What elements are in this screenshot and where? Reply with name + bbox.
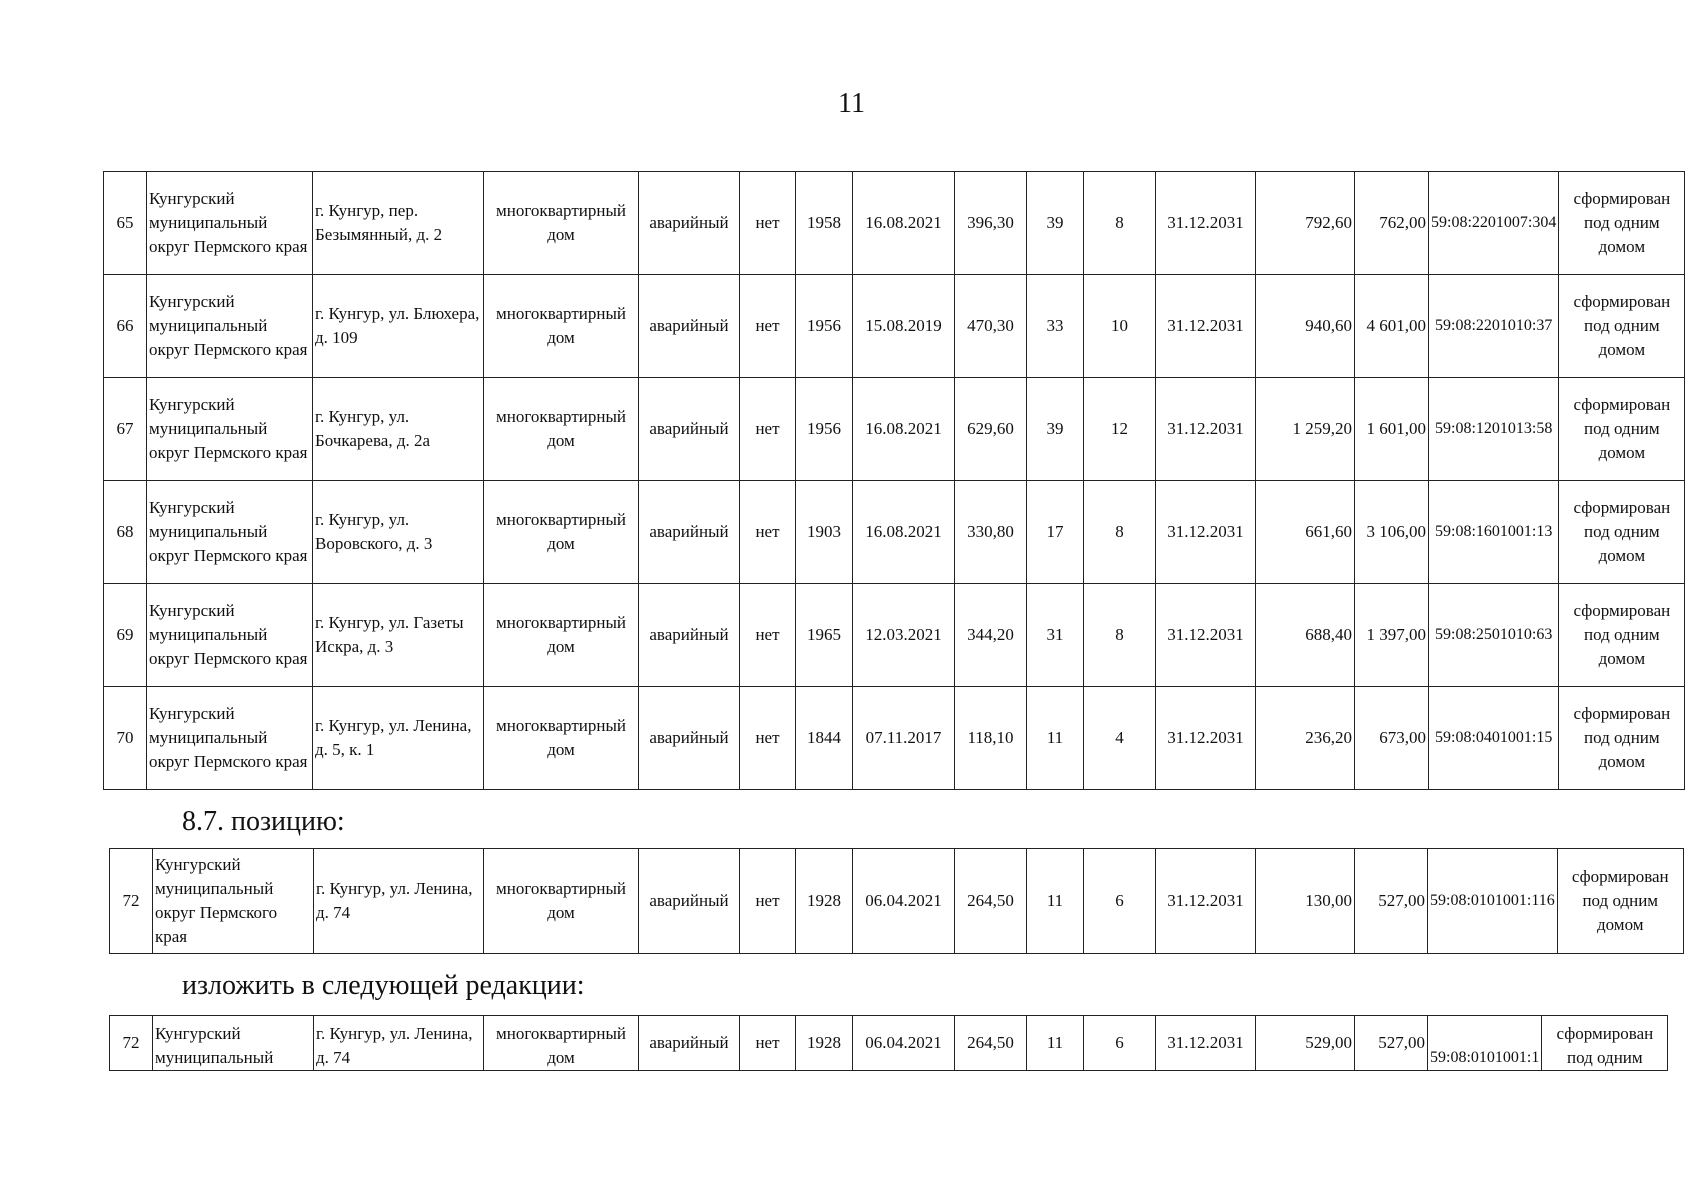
cell-land-area: 3 106,00 xyxy=(1355,481,1429,584)
cell-recognition-date: 07.11.2017 xyxy=(853,687,955,790)
cell-area-total: 236,20 xyxy=(1256,687,1355,790)
cell-land-status: сформирован под одним домом xyxy=(1559,378,1685,481)
section-heading-new: изложить в следующей редакции: xyxy=(182,970,585,1001)
cell-recognition-date: 16.08.2021 xyxy=(853,481,955,584)
cell-municipality: Кунгурский муниципальный округ Пермского края xyxy=(147,172,313,275)
cell-address: г. Кунгур, ул. Воровского, д. 3 xyxy=(313,481,484,584)
cell-area: 330,80 xyxy=(955,481,1027,584)
cell-row-number: 69 xyxy=(104,584,147,687)
cell-units-count: 8 xyxy=(1084,584,1156,687)
cell-flag: нет xyxy=(740,275,796,378)
cell-resettlement-deadline: 31.12.2031 xyxy=(1156,849,1256,954)
cell-units-count: 12 xyxy=(1084,378,1156,481)
cell-units-count: 6 xyxy=(1084,849,1156,954)
table-row xyxy=(104,378,1685,481)
cell-land-area: 1 397,00 xyxy=(1355,584,1429,687)
cell-residents-count: 11 xyxy=(1027,1016,1084,1071)
cell-area: 118,10 xyxy=(955,687,1027,790)
cell-recognition-date: 16.08.2021 xyxy=(853,172,955,275)
table-row xyxy=(110,1016,1668,1071)
cell-address: г. Кунгур, ул. Блюхера, д. 109 xyxy=(313,275,484,378)
cell-residents-count: 33 xyxy=(1027,275,1084,378)
table-row xyxy=(104,481,1685,584)
cell-units-count: 6 xyxy=(1084,1016,1156,1071)
cell-residents-count: 31 xyxy=(1027,584,1084,687)
cell-land-status: сформирован под одним домом xyxy=(1557,849,1683,954)
cell-land-status: сформирован под одним домом xyxy=(1559,275,1685,378)
cell-area-total: 1 259,20 xyxy=(1256,378,1355,481)
cell-resettlement-deadline: 31.12.2031 xyxy=(1156,378,1256,481)
cell-resettlement-deadline: 31.12.2031 xyxy=(1156,1016,1256,1071)
cell-condition: аварийный xyxy=(639,378,740,481)
cell-units-count: 8 xyxy=(1084,481,1156,584)
cell-land-status: сформирован под одним домом xyxy=(1559,584,1685,687)
cell-recognition-date: 06.04.2021 xyxy=(853,849,955,954)
cell-address: г. Кунгур, пер. Безымянный, д. 2 xyxy=(313,172,484,275)
cell-units-count: 4 xyxy=(1084,687,1156,790)
cell-cadastral-number: 59:08:0401001:15 xyxy=(1429,687,1559,790)
cell-area: 470,30 xyxy=(955,275,1027,378)
cell-recognition-date: 16.08.2021 xyxy=(853,378,955,481)
cell-area: 264,50 xyxy=(955,849,1027,954)
cell-condition: аварийный xyxy=(639,172,740,275)
table-body xyxy=(110,849,1684,954)
cell-municipality: Кунгурский муниципальный округ Пермского края xyxy=(147,378,313,481)
housing-table-new xyxy=(109,1015,1668,1071)
table-body xyxy=(104,172,1685,790)
cell-residents-count: 11 xyxy=(1027,849,1084,954)
table-row xyxy=(104,275,1685,378)
cell-building-type: многоквартирный дом xyxy=(484,687,639,790)
cell-condition: аварийный xyxy=(639,275,740,378)
cell-area: 629,60 xyxy=(955,378,1027,481)
cell-resettlement-deadline: 31.12.2031 xyxy=(1156,687,1256,790)
cell-condition: аварийный xyxy=(639,1016,740,1071)
cell-cadastral-number: 59:08:0101001:1 xyxy=(1428,1016,1542,1071)
cell-land-area: 1 601,00 xyxy=(1355,378,1429,481)
cell-municipality: Кунгурский муниципальный округ Пермского края xyxy=(147,584,313,687)
cell-flag: нет xyxy=(740,687,796,790)
cell-row-number: 72 xyxy=(110,1016,153,1071)
cell-residents-count: 39 xyxy=(1027,172,1084,275)
cell-build-year: 1928 xyxy=(796,1016,853,1071)
cell-area-total: 792,60 xyxy=(1256,172,1355,275)
cell-land-area: 527,00 xyxy=(1355,1016,1428,1071)
cell-cadastral-number: 59:08:0101001:116 xyxy=(1428,849,1558,954)
cell-area: 344,20 xyxy=(955,584,1027,687)
cell-condition: аварийный xyxy=(639,584,740,687)
cell-row-number: 72 xyxy=(110,849,153,954)
cell-condition: аварийный xyxy=(639,687,740,790)
cell-land-status: сформирован под одним домом xyxy=(1559,481,1685,584)
cell-address: г. Кунгур, ул. Газеты Искра, д. 3 xyxy=(313,584,484,687)
cell-building-type: многоквартирный дом xyxy=(484,378,639,481)
cell-build-year: 1958 xyxy=(796,172,853,275)
cell-units-count: 8 xyxy=(1084,172,1156,275)
cell-building-type: многоквартирный дом xyxy=(484,584,639,687)
cell-area-total: 529,00 xyxy=(1256,1016,1355,1071)
table-row xyxy=(110,849,1684,954)
page-number: 11 xyxy=(838,88,865,119)
cell-address: г. Кунгур, ул. Ленина, д. 74 xyxy=(314,849,484,954)
cell-resettlement-deadline: 31.12.2031 xyxy=(1156,481,1256,584)
housing-table-main xyxy=(103,171,1685,790)
cell-build-year: 1956 xyxy=(796,275,853,378)
cell-flag: нет xyxy=(740,849,796,954)
cell-resettlement-deadline: 31.12.2031 xyxy=(1156,584,1256,687)
section-heading-position: 8.7. позицию: xyxy=(182,806,345,837)
cell-residents-count: 17 xyxy=(1027,481,1084,584)
cell-recognition-date: 06.04.2021 xyxy=(853,1016,955,1071)
cell-row-number: 65 xyxy=(104,172,147,275)
cell-resettlement-deadline: 31.12.2031 xyxy=(1156,172,1256,275)
cell-flag: нет xyxy=(740,481,796,584)
cell-build-year: 1965 xyxy=(796,584,853,687)
cell-land-status: сформирован под одним домом xyxy=(1559,687,1685,790)
cell-address: г. Кунгур, ул. Ленина, д. 5, к. 1 xyxy=(313,687,484,790)
cell-building-type: многоквартирный дом xyxy=(484,1016,639,1071)
cell-cadastral-number: 59:08:2501010:63 xyxy=(1429,584,1559,687)
cell-land-area: 762,00 xyxy=(1355,172,1429,275)
cell-area: 396,30 xyxy=(955,172,1027,275)
cell-flag: нет xyxy=(740,584,796,687)
table-row xyxy=(104,687,1685,790)
cell-area-total: 688,40 xyxy=(1256,584,1355,687)
cell-resettlement-deadline: 31.12.2031 xyxy=(1156,275,1256,378)
cell-municipality: Кунгурский муниципальный округ Пермского края xyxy=(147,481,313,584)
cell-cadastral-number: 59:08:2201007:304 xyxy=(1429,172,1559,275)
cell-land-area: 527,00 xyxy=(1355,849,1428,954)
cell-row-number: 66 xyxy=(104,275,147,378)
cell-building-type: многоквартирный дом xyxy=(484,275,639,378)
cell-condition: аварийный xyxy=(639,849,740,954)
cell-building-type: многоквартирный дом xyxy=(484,481,639,584)
cell-land-status: сформирован под одним домом xyxy=(1559,172,1685,275)
cell-recognition-date: 15.08.2019 xyxy=(853,275,955,378)
cell-municipality: Кунгурский муниципальный округ Пермского края xyxy=(153,849,314,954)
cell-build-year: 1903 xyxy=(796,481,853,584)
cell-build-year: 1844 xyxy=(796,687,853,790)
cell-build-year: 1928 xyxy=(796,849,853,954)
cell-recognition-date: 12.03.2021 xyxy=(853,584,955,687)
cell-address: г. Кунгур, ул. Ленина, д. 74 xyxy=(314,1016,484,1071)
cell-municipality: Кунгурский муниципальный xyxy=(153,1016,314,1071)
cell-residents-count: 39 xyxy=(1027,378,1084,481)
housing-table-old xyxy=(109,848,1684,954)
cell-row-number: 68 xyxy=(104,481,147,584)
cell-land-area: 673,00 xyxy=(1355,687,1429,790)
cell-residents-count: 11 xyxy=(1027,687,1084,790)
cell-build-year: 1956 xyxy=(796,378,853,481)
cell-area-total: 940,60 xyxy=(1256,275,1355,378)
table-row xyxy=(104,172,1685,275)
cell-cadastral-number: 59:08:2201010:37 xyxy=(1429,275,1559,378)
cell-municipality: Кунгурский муниципальный округ Пермского края xyxy=(147,687,313,790)
cell-building-type: многоквартирный дом xyxy=(484,172,639,275)
cell-condition: аварийный xyxy=(639,481,740,584)
cell-units-count: 10 xyxy=(1084,275,1156,378)
cell-area: 264,50 xyxy=(955,1016,1027,1071)
cell-land-area: 4 601,00 xyxy=(1355,275,1429,378)
cell-flag: нет xyxy=(740,378,796,481)
cell-row-number: 67 xyxy=(104,378,147,481)
cell-row-number: 70 xyxy=(104,687,147,790)
cell-land-status: сформирован под одним xyxy=(1542,1016,1668,1071)
cell-flag: нет xyxy=(740,1016,796,1071)
cell-cadastral-number: 59:08:1201013:58 xyxy=(1429,378,1559,481)
table-body xyxy=(110,1016,1668,1071)
cell-municipality: Кунгурский муниципальный округ Пермского края xyxy=(147,275,313,378)
table-row xyxy=(104,584,1685,687)
cell-cadastral-number: 59:08:1601001:13 xyxy=(1429,481,1559,584)
cell-flag: нет xyxy=(740,172,796,275)
cell-area-total: 661,60 xyxy=(1256,481,1355,584)
cell-address: г. Кунгур, ул. Бочкарева, д. 2а xyxy=(313,378,484,481)
cell-building-type: многоквартирный дом xyxy=(484,849,639,954)
cell-area-total: 130,00 xyxy=(1256,849,1355,954)
